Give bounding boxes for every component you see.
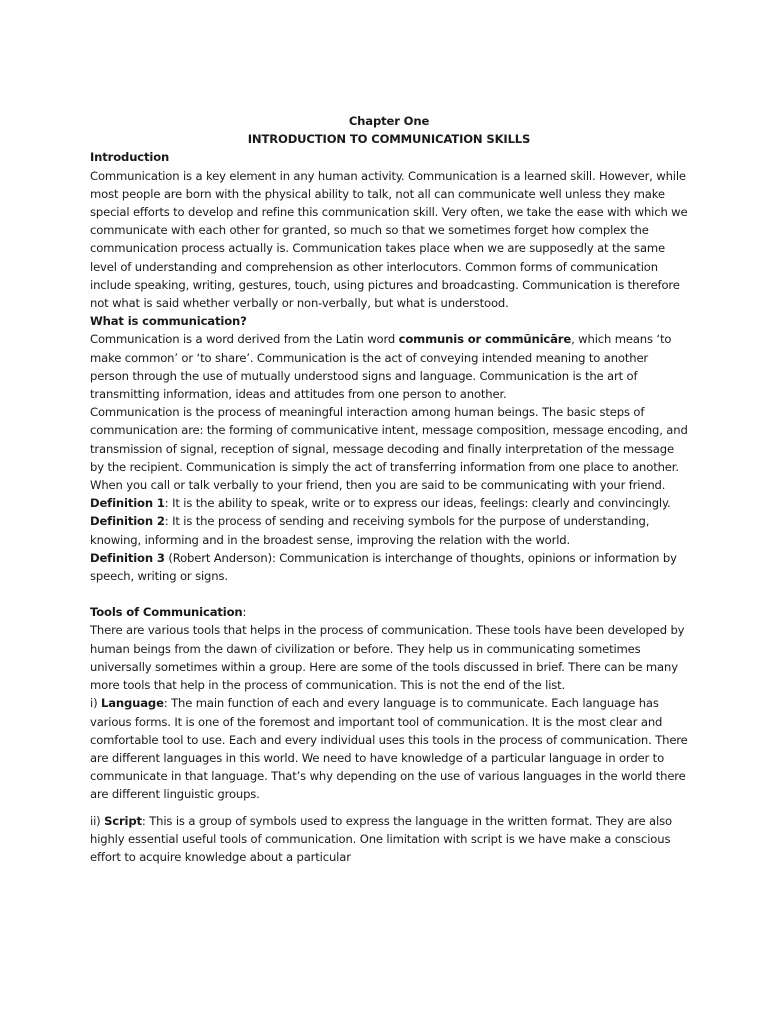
what-paragraph-2 [90,403,688,512]
chapter-label: Chapter One [348,114,430,128]
tools-heading-colon: : [242,605,247,620]
definition-2 [90,512,688,548]
language-prefix: i) [90,696,101,711]
what-p1-end: , which means ‘to make common’ or ‘to share’. Communication is the act of conveying intended meaning to another person through the use of mutually understood signs and language. Communication is the art of transmitting information, ideas and attitudes from one person to another. [90,332,672,402]
definition-1-text: : It is the ability to speak, write or to express our ideas, feelings: clearly and convincingly. [164,496,671,511]
latin-term: communis or commūnicāre [398,332,572,347]
tools-paragraph: There are various tools that helps in the process of communication. These tools have been developed by human beings from the dawn of civilization or before. They help us in communicating sometimes universally sometimes within a group. Here are some of the tools discussed in brief. There can be many more tools that help in the process of communication. This is not the end of the list. [90,623,685,693]
definition-3-label: Definition 3 [90,550,165,565]
intro-heading: Introduction [90,150,170,165]
what-p1-start: Communication is a word derived from the Latin word [90,332,399,347]
definition-2-text: : It is the process of sending and receiving symbols for the purpose of understanding, knowing, informing and in the broadest sense, improving the relation with the world. [90,514,650,547]
section-spacer [90,585,688,603]
language-text: : The main function of each and every language is to communicate. Each language has various forms. It is one of the foremost and important tool of communication. It is the most clear and comfortable tool to use. Each and every individual uses this tools in the process of communication. There are different languages in this world. We need to have knowledge of a particular language in order to communicate in that language. That’s why depending on the use of various languages in the world there are different linguistic groups. [90,696,688,802]
language-item [90,694,688,803]
script-label: Script [104,813,142,828]
intro-paragraph: Communication is a key element in any human activity. Communication is a learned skill. However, while most people are born with the physical ability to talk, not all can communicate well unless they make special efforts to develop and refine this communication skill. Very often, we take the ease with which we communicate with each other for granted, so much so that we sometimes forget how complex the communication process actually is. Communication takes place when we are supposedly at the same level of understanding and comprehension as other interlocutors. Common forms of communication include speaking, writing, gestures, touch, using pictures and broadcasting. Communication is therefore not what is said whether verbally or non-verbally, but what is understood. [90,168,688,311]
what-heading: What is communication? [90,314,247,329]
tools-heading: Tools of Communication [90,605,243,620]
script-text: : This is a group of symbols used to express the language in the written format. They are also highly essential useful tools of communication. One limitation with script is we have make a conscious effort to acquire knowledge about a particular [90,813,672,864]
tools-heading-line [90,603,688,621]
item-spacer [90,804,688,812]
what-paragraph-1 [90,330,688,403]
script-prefix: ii) [90,813,105,828]
definition-3 [90,549,688,585]
what-p2-text: Communication is the process of meaningful interaction among human beings. The basic steps of communication are: the forming of communicative intent, message composition, message encoding, and transmission of signal, reception of signal, message decoding and finally interpretation of the message by the recipient. Communication is simply the act of transferring information from one place to another. When you call or talk verbally to your friend, then you are said to be communicating with your friend. [90,405,688,493]
chapter-title: INTRODUCTION TO COMMUNICATION SKILLS [247,132,531,147]
definition-1-label: Definition 1 [90,496,165,511]
definition-3-text: (Robert Anderson): Communication is interchange of thoughts, opinions or information by speech, writing or signs. [90,550,677,584]
definition-2-label: Definition 2 [90,514,165,529]
script-item [90,812,688,867]
language-label: Language [100,696,164,711]
